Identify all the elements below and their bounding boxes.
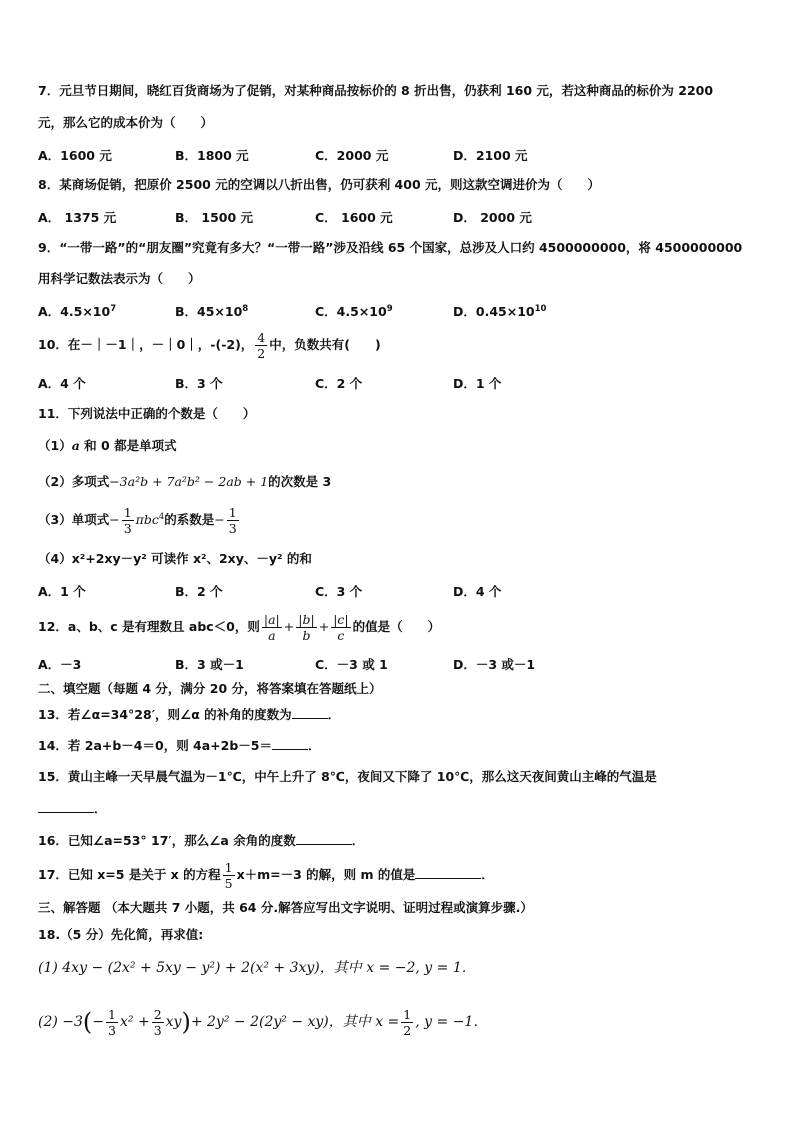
q11-statement-4: （4）x²+2xy－y² 可读作 x²、2xy、－y² 的和 bbox=[38, 551, 312, 566]
q8-option-c: C． 1600 元 bbox=[315, 210, 393, 225]
q11-statement-3: （3）单项式− $\frac{1}{3}$ πbc$^4$的系数是− $\frac{1}{3}$ bbox=[38, 505, 237, 536]
q8-option-a: A． 1375 元 bbox=[38, 210, 117, 225]
q12-option-a: A．－3 bbox=[38, 657, 82, 672]
q7-options bbox=[38, 146, 764, 164]
q10-options bbox=[38, 374, 764, 392]
section-3-heading: 三、解答题 （本大题共 7 小题，共 64 分.解答应写出文字说明、证明过程或演算步骤.） bbox=[38, 900, 533, 915]
q7-option-d: D．2100 元 bbox=[453, 148, 528, 163]
q17-answer-blank[interactable] bbox=[415, 866, 481, 879]
q15-line2: ． bbox=[38, 800, 764, 818]
q13-answer-blank[interactable] bbox=[292, 706, 328, 719]
q11-statement-1: （1）a 和 0 都是单项式 bbox=[38, 438, 177, 453]
q12-option-d: D．－3 或－1 bbox=[453, 657, 536, 672]
q11-option-b: B．2 个 bbox=[175, 584, 223, 599]
q10-option-d: D．1 个 bbox=[453, 376, 502, 391]
q18-heading: 18.（5 分）先化简，再求值: bbox=[38, 927, 204, 942]
q15-line1: 15．黄山主峰一天早晨气温为－1℃，中午上升了 8℃，夜间又下降了 10℃，那么这天夜间黄山主峰的气温是 bbox=[38, 769, 657, 784]
q15-answer-blank[interactable] bbox=[38, 800, 94, 813]
q9-line1: 9．“一带一路”的“朋友圈”究竟有多大？“一带一路”涉及沿线 65 个国家，总涉及人口约 4500000000，将 4500000000 bbox=[38, 240, 743, 255]
q10-line1: 10．在－｜－1｜，－｜0｜，-(-2)， $\frac{4}{2}$ 中，负数共有( ) bbox=[38, 330, 381, 361]
q8-option-b: B． 1500 元 bbox=[175, 210, 254, 225]
q9-options bbox=[38, 302, 764, 320]
q18-part-1: (1) 4xy − (2x² + 5xy − y²) + 2(x² + 3xy)，其中 x = −2, y = 1． bbox=[38, 960, 476, 976]
q18-part-2: (2) −3(− $\frac{1}{3}$ x² + $\frac{2}{3}$ xy)+ 2y² − 2(2y² − xy)，其中 x = $\frac{1}{2}$ , y = −1． bbox=[38, 1006, 488, 1038]
q7-line1: 7．元旦节日期间，晓红百货商场为了促销，对某种商品按标价的 8 折出售，仍获利 160 元，若这种商品的标价为 2200 bbox=[38, 83, 714, 98]
q7-option-c: C．2000 元 bbox=[315, 148, 389, 163]
q12-line1: 12．a、b、c 是有理数且 abc＜0，则 $\frac{|a|}{a}$ + $\frac{|b|}{b}$ + $\frac{|c|}{c}$ 的值是（ ） bbox=[38, 612, 441, 643]
q13: 13．若∠α=34°28′，则∠α 的补角的度数为 ． bbox=[38, 707, 341, 722]
q11-option-c: C．3 个 bbox=[315, 584, 363, 599]
q11-line1: 11．下列说法中正确的个数是（ ） bbox=[38, 406, 256, 421]
q17: 17．已知 x=5 是关于 x 的方程 $\frac{1}{5}$ x＋m=－3 的解，则 m 的值是 ． bbox=[38, 860, 494, 891]
q9-option-b: B．$45\times 10^8$ bbox=[175, 303, 249, 319]
q7-option-a: A．1600 元 bbox=[38, 148, 112, 163]
q12-option-b: B．3 或－1 bbox=[175, 657, 244, 672]
q10-option-a: A．4 个 bbox=[38, 376, 86, 391]
q9-option-a: A．$4.5\times 10^7$ bbox=[38, 303, 117, 319]
q10-option-b: B．3 个 bbox=[175, 376, 223, 391]
q9-line2: 用科学记数法表示为（ ） bbox=[38, 271, 201, 286]
q9-option-d: D．$0.45\times 10^{10}$ bbox=[453, 303, 547, 319]
q14: 14．若 2a+b－4＝0，则 4a+2b－5＝ ． bbox=[38, 738, 321, 753]
q14-answer-blank[interactable] bbox=[272, 737, 308, 750]
q12-options bbox=[38, 655, 764, 673]
q8-options bbox=[38, 208, 764, 226]
section-2-heading: 二、填空题（每题 4 分，满分 20 分，将答案填在答题纸上） bbox=[38, 681, 382, 696]
q11-option-d: D．4 个 bbox=[453, 584, 502, 599]
q16: 16．已知∠a=53° 17′，那么∠a 余角的度数 ． bbox=[38, 833, 365, 848]
q11-statement-2: （2）多项式−3a²b + 7a²b² − 2ab + 1的次数是 3 bbox=[38, 474, 332, 489]
q10-option-c: C．2 个 bbox=[315, 376, 363, 391]
q7-option-b: B．1800 元 bbox=[175, 148, 249, 163]
q7-line2: 元，那么它的成本价为（ ） bbox=[38, 115, 214, 130]
q11-option-a: A．1 个 bbox=[38, 584, 86, 599]
q8-option-d: D． 2000 元 bbox=[453, 210, 532, 225]
q8-line1: 8．某商场促销，把原价 2500 元的空调以八折出售，仍可获利 400 元，则这款空调进价为（ ） bbox=[38, 177, 600, 192]
q9-option-c: C．$4.5\times 10^9$ bbox=[315, 303, 393, 319]
q16-answer-blank[interactable] bbox=[296, 832, 352, 845]
q12-option-c: C．－3 或 1 bbox=[315, 657, 388, 672]
q11-options bbox=[38, 582, 764, 600]
